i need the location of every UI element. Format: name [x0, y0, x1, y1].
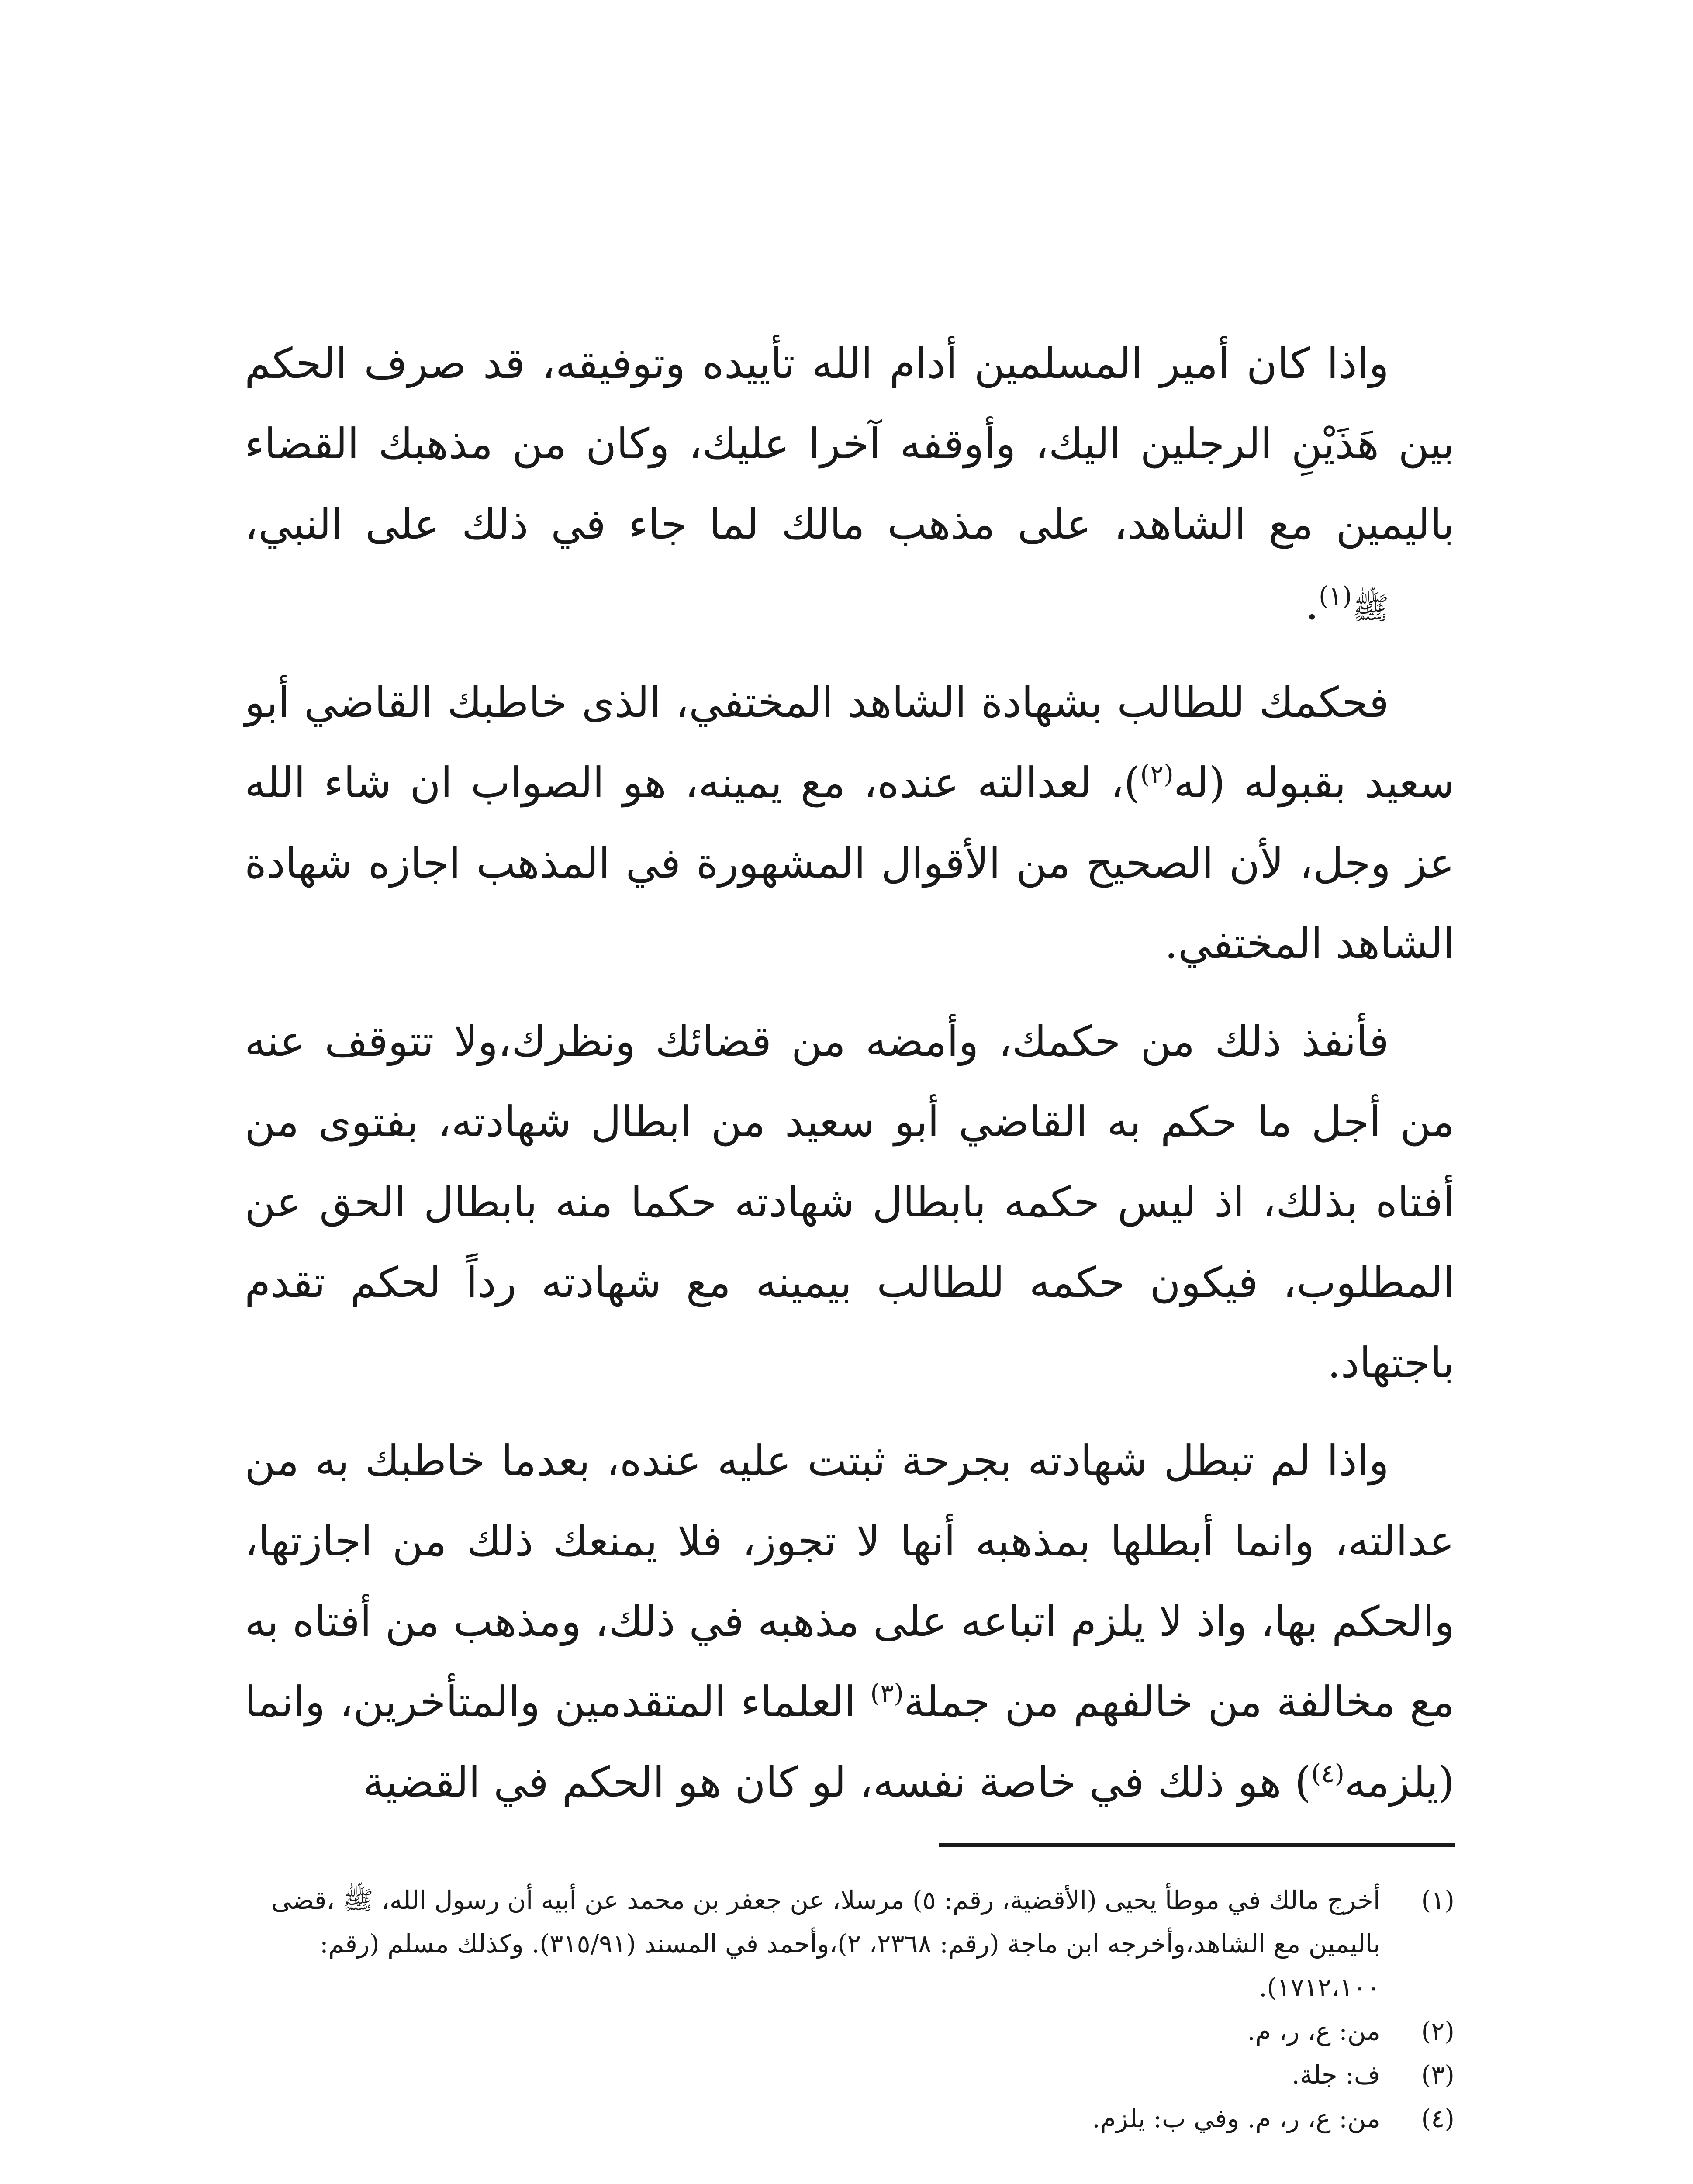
paragraph-3-text: فأنفذ ذلك من حكمك، وأمضه من قضائك ونظرك،ولا تتوقف عنه من أجل ما حكم به القاضي أبو سعيد من ابطال شهادته، بفتوى من أفتاه بذلك، اذ ليس حكمه بابطال شهادته حكما منه بابطال الحق عن المطلوب، فيكون حكمه للطالب بيمينه مع شهادته رداً لحكم تقدم باجتهاد. [245, 1017, 1455, 1387]
footnote-ref-3: (٣) [870, 1678, 904, 1708]
paragraph-1-text: واذا كان أمير المسلمين أدام الله تأييده وتوفيقه، قد صرف الحكم بين هَذَيْنِ الرجلين اليك، وأوقفه آخرا عليك، وكان من مذهبك القضاء باليمين مع الشاهد، على مذهب مالك لما جاء في ذلك على النبي، [245, 339, 1455, 549]
footnote-number: (١) [1421, 1885, 1455, 1915]
footnote-text: ف: جلة. [1292, 2060, 1380, 2090]
footnote-text: من: ع، ر، م. [1247, 2016, 1380, 2046]
footnote-number: (٣) [1421, 2060, 1455, 2090]
footnote-ref-1: (١) [1319, 581, 1352, 611]
paragraph-2-text-start: فحكمك للطالب بشهادة الشاهد المختفي، الذى خاطبك القاضي أبو سعيد بقبوله (له [245, 678, 1455, 807]
footnote-ref-4: (٤) [1311, 1759, 1345, 1788]
paragraph-4 [245, 1420, 1455, 1822]
footnote-1 [245, 1878, 1455, 2009]
footnote-4 [245, 2097, 1455, 2140]
footnote-number: (٢) [1421, 2016, 1455, 2046]
footnote-2 [245, 2009, 1455, 2053]
salawat-symbol: ﷺ [1352, 590, 1389, 626]
footnote-number: (٤) [1421, 2104, 1455, 2133]
footnote-separator [939, 1843, 1455, 1847]
main-text [245, 323, 1455, 1822]
footnote-3 [245, 2053, 1455, 2097]
paragraph-3 [245, 1001, 1455, 1403]
paragraph-2 [245, 662, 1455, 984]
paragraph-2-text-end: )، لعدالته عنده، مع يمينه، هو الصواب ان شاء الله عز وجل، لأن الصحيح من الأقوال المشهورة في المذهب اجازه شهادة الشاهد المختفي. [245, 758, 1455, 968]
footnote-text: من: ع، ر، م. وفي ب: يلزم. [1092, 2104, 1380, 2133]
paragraph-4-text-end: ) هو ذلك في خاصة نفسه، لو كان هو الحكم في القضية [363, 1758, 1311, 1807]
footnotes [245, 1878, 1455, 2140]
footnote-text: أخرج مالك في موطأ يحيى (الأقضية، رقم: ٥) مرسلا، عن جعفر بن محمد عن أبيه أن رسول الله، ﷺ ،قضى باليمين مع الشاهد،وأخرجه ابن ماجة (رقم: ٢٣٦٨، ٢)،وأحمد في المسند (٣١٥/٩١). وكذلك مسلم (رقم: ١٧١٢،١٠٠). [271, 1885, 1380, 2002]
paragraph-4-text-middle: العلماء المتقدمين والمتأخرين، وانما (يلزمه [245, 1677, 1455, 1807]
paragraph-4-text-start: واذا لم تبطل شهادته بجرحة ثبتت عليه عنده، بعدما خاطبك به من عدالته، وانما أبطلها بمذهبه أنها لا تجوز، فلا يمنعك ذلك من اجازتها، والحكم بها، واذ لا يلزم اتباعه على مذهبه في ذلك، ومذهب من أفتاه به مع مخالفة من خالفهم من جملة [245, 1436, 1455, 1726]
footnote-ref-2: (٢) [1140, 759, 1174, 789]
paragraph-1-end: . [1305, 580, 1319, 629]
paragraph-1 [245, 323, 1455, 645]
